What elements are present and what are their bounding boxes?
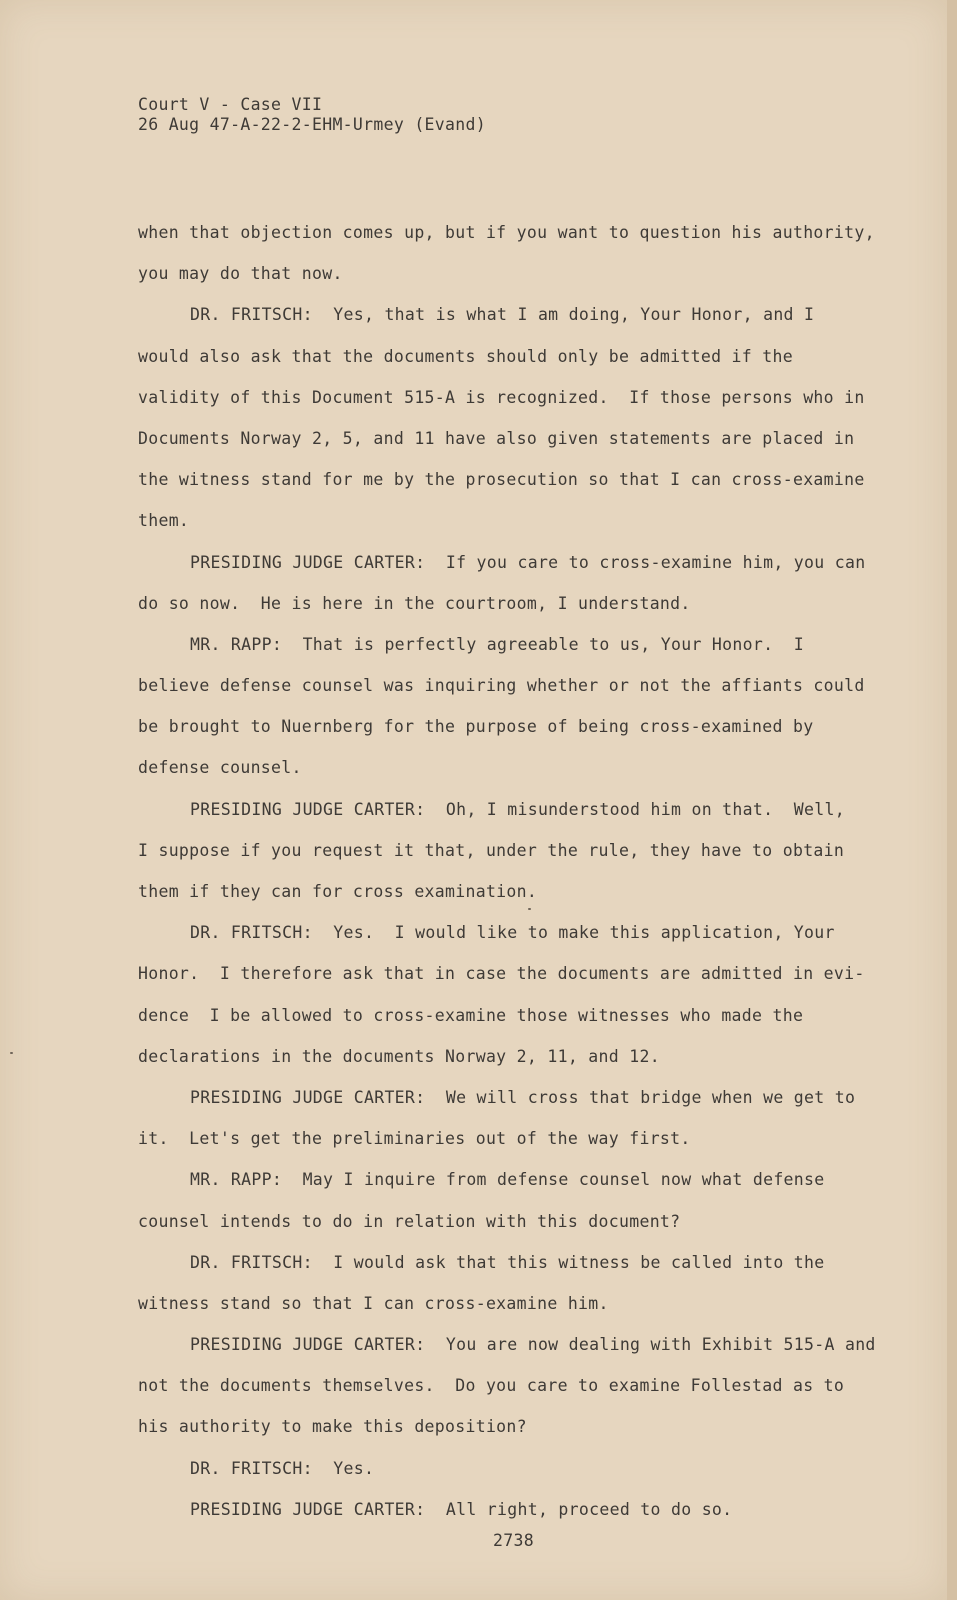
transcript-line: not the documents themselves. Do you care to examine Follestad as to: [138, 1376, 845, 1396]
transcript-line: counsel intends to do in relation with this document?: [138, 1211, 681, 1231]
transcript-line: do so now. He is here in the courtroom, I understand.: [138, 593, 691, 613]
transcript-line: I suppose if you request it that, under the rule, they have to obtain: [138, 840, 845, 860]
transcript-line: validity of this Document 515-A is recognized. If those persons who in: [138, 387, 865, 407]
document-header: [138, 95, 486, 135]
page-number: 2738: [493, 1531, 534, 1550]
transcript-line: PRESIDING JUDGE CARTER: If you care to cross-examine him, you can: [190, 552, 866, 572]
transcript-line: DR. FRITSCH: Yes.: [190, 1458, 375, 1478]
paper-speck: [528, 908, 531, 910]
transcript-line: dence I be allowed to cross-examine those witnesses who made the: [138, 1005, 804, 1025]
transcript-line: PRESIDING JUDGE CARTER: Oh, I misunderstood him on that. Well,: [190, 799, 845, 819]
transcript-line: DR. FRITSCH: Yes, that is what I am doing, Your Honor, and I: [190, 305, 815, 325]
transcript-line: them if they can for cross examination.: [138, 882, 538, 901]
transcript-line: be brought to Nuernberg for the purpose of being cross-examined by: [138, 717, 814, 737]
transcript-line: defense counsel.: [138, 758, 302, 778]
transcript-line: the witness stand for me by the prosecution so that I can cross-examine: [138, 470, 865, 490]
transcript-line: PRESIDING JUDGE CARTER: We will cross that bridge when we get to: [190, 1087, 856, 1107]
transcript-line: Honor. I therefore ask that in case the documents are admitted in evi-: [138, 964, 865, 984]
transcript-line: believe defense counsel was inquiring whether or not the affiants could: [138, 676, 865, 696]
transcript-body: [138, 212, 878, 1530]
transcript-line: you may do that now.: [138, 264, 343, 284]
transcript-line: Documents Norway 2, 5, and 11 have also given statements are placed in: [138, 428, 855, 448]
transcript-line: PRESIDING JUDGE CARTER: You are now dealing with Exhibit 515-A and: [190, 1335, 876, 1355]
transcript-line: DR. FRITSCH: I would ask that this witness be called into the: [190, 1252, 825, 1272]
transcript-line: his authority to make this deposition?: [138, 1417, 527, 1437]
transcript-line: MR. RAPP: May I inquire from defense counsel now what defense: [190, 1170, 825, 1190]
transcript-line: witness stand so that I can cross-examine him.: [138, 1293, 609, 1313]
transcript-line: DR. FRITSCH: Yes. I would like to make this application, Your: [190, 923, 835, 943]
transcript-line: PRESIDING JUDGE CARTER: All right, proceed to do so.: [190, 1499, 733, 1519]
transcript-line: when that objection comes up, but if you want to question his authority,: [138, 223, 875, 242]
header-court-case: Court V - Case VII: [138, 95, 323, 114]
paper-speck: [10, 1052, 13, 1054]
transcript-line: them.: [138, 511, 190, 531]
header-session-id: 26 Aug 47-A-22-2-EHM-Urmey (Evand): [138, 115, 486, 134]
transcript-line: would also ask that the documents should only be admitted if the: [138, 346, 793, 366]
transcript-line: MR. RAPP: That is perfectly agreeable to us, Your Honor. I: [190, 634, 805, 654]
transcript-line: declarations in the documents Norway 2, 11, and 12.: [138, 1046, 660, 1066]
transcript-line: it. Let's get the preliminaries out of the way first.: [138, 1129, 691, 1149]
